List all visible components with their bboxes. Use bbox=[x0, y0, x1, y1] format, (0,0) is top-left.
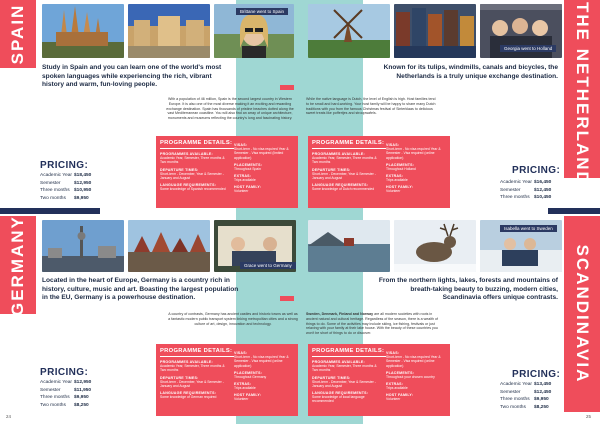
germany-pricing-title: PRICING: bbox=[40, 367, 89, 378]
detail-text: Some knowledge of German required bbox=[160, 395, 217, 400]
detail-text: Short-term - December, Year & Semester - January and August bbox=[160, 379, 224, 388]
price-label: Semester bbox=[40, 387, 61, 393]
detail-label: EXTRAS: bbox=[386, 174, 404, 179]
scandinavia-photo-caption: Isabella went to Sweden bbox=[500, 225, 557, 232]
netherlands-photo-canal-houses bbox=[394, 4, 476, 58]
detail-text: Some knowledge of Dutch recommended bbox=[312, 187, 375, 192]
netherlands-photo-windmill bbox=[308, 4, 390, 58]
price-row bbox=[40, 187, 91, 195]
netherlands-intro: Known for its tulips, windmills, canals and bicycles, the Netherlands is a truly unique exchange destination. bbox=[383, 64, 558, 80]
detail-text: Throughout Holland bbox=[386, 166, 416, 171]
price-value: $8,250 bbox=[534, 404, 549, 410]
price-value: $10,950 bbox=[74, 188, 92, 193]
scandinavia-title: SCANDINAVIA bbox=[573, 244, 592, 384]
page-number-right: 25 bbox=[586, 414, 591, 419]
detail-text: Some knowledge of Spanish recommended bbox=[160, 187, 226, 192]
netherlands-navy-bar bbox=[548, 208, 600, 214]
detail-label: PLACEMENTS: bbox=[234, 162, 263, 167]
detail-text: Volunteer bbox=[386, 397, 401, 402]
price-value: $9,950 bbox=[534, 397, 549, 402]
spain-side-band bbox=[0, 0, 36, 68]
spain-pricing-list bbox=[40, 172, 91, 202]
netherlands-side-band bbox=[564, 0, 600, 200]
details-header: PROGRAMME DETAILS: bbox=[312, 348, 385, 354]
price-row bbox=[40, 402, 91, 410]
detail-label: PLACEMENTS: bbox=[386, 162, 415, 167]
price-label: Two months bbox=[40, 195, 66, 201]
scandinavia-pricing-list bbox=[500, 381, 551, 411]
price-value: $18,450 bbox=[74, 173, 92, 178]
price-value: $8,250 bbox=[74, 402, 89, 408]
price-value: $9,950 bbox=[74, 395, 89, 400]
detail-label: DEPARTURE TIMES: bbox=[160, 167, 199, 172]
scandinavia-pricing-title: PRICING: bbox=[512, 369, 561, 380]
price-row bbox=[500, 187, 551, 195]
detail-label: DEPARTURE TIMES: bbox=[160, 375, 199, 380]
scandinavia-intro: From the northern lights, lakes, forests and mountains of breath-taking beauty to buzzing, modern cities, Scandinavia offers unique contrasts. bbox=[378, 277, 558, 302]
price-label: Semester bbox=[500, 389, 521, 395]
scandinavia-photo-reindeer bbox=[394, 220, 476, 272]
details-header: PROGRAMME DETAILS: bbox=[312, 140, 385, 146]
detail-text: Trips available bbox=[386, 178, 408, 183]
details-rule bbox=[160, 356, 234, 357]
spain-divider bbox=[280, 85, 294, 90]
price-label: Three months bbox=[40, 188, 70, 193]
detail-label: PROGRAMMES AVAILABLE: bbox=[312, 152, 365, 156]
detail-label: LANGUAGE REQUIREMENTS: bbox=[160, 183, 217, 188]
detail-label: VISAS: bbox=[234, 351, 248, 355]
detail-label: DEPARTURE TIMES: bbox=[312, 167, 351, 172]
detail-text: Academic Year, Semester, Three months & Two months bbox=[160, 156, 225, 165]
price-label: Academic Year bbox=[500, 180, 532, 185]
netherlands-description: While the native language is Dutch, the level of English is high. Host families tend to be small and hard-working. Your host family will be happy to share many Dutch traditions with you from the famous Christmas festival of Sinterklaas to delicious sweet treats like poffertjes and stroopwafels. bbox=[306, 97, 436, 116]
spain-photo-city-square bbox=[128, 4, 210, 58]
price-row bbox=[500, 179, 551, 187]
detail-text: Academic Year, Semester, Three months & Two months bbox=[160, 364, 225, 373]
detail-text: Academic Year, Semester, Three months & Two months bbox=[312, 156, 377, 165]
price-value: $12,950 bbox=[74, 180, 92, 186]
price-row bbox=[500, 396, 551, 404]
detail-label: VISAS: bbox=[386, 143, 400, 147]
scandinavia-programme-details bbox=[308, 344, 450, 416]
price-value: $9,950 bbox=[74, 195, 89, 201]
price-label: Three months bbox=[40, 395, 70, 400]
detail-label: HOST FAMILY: bbox=[386, 185, 414, 190]
detail-label: PROGRAMMES AVAILABLE: bbox=[160, 152, 213, 156]
price-row bbox=[40, 172, 91, 180]
price-label: Two months bbox=[40, 402, 66, 408]
netherlands-pricing-list bbox=[500, 179, 551, 202]
price-label: Academic Year bbox=[500, 382, 532, 387]
scandinavia-description-body: are all modern societies with roots in ancient natural and cultural heritage. Regardless of the season, there is a wealth of things to do. Some of the activities may include skiing, ice fishing, festivals or just relaxing with your family at their lake house. With the beauty of these countries you won't be short of things to do or discover. bbox=[306, 312, 439, 336]
price-label: Academic Year bbox=[40, 380, 72, 385]
detail-text: Throughout your chosen country bbox=[386, 374, 435, 379]
detail-text: Volunteer bbox=[386, 189, 401, 194]
price-value: $12,450 bbox=[534, 389, 552, 395]
detail-label: LANGUAGE REQUIREMENTS: bbox=[312, 391, 369, 396]
spain-intro: Study in Spain and you can learn one of the world's most spoken languages while experiencing the rich, vibrant history and warm, fun-loving people. bbox=[42, 64, 222, 89]
page-number-left: 24 bbox=[6, 414, 11, 419]
detail-label: DEPARTURE TIMES: bbox=[312, 375, 351, 380]
detail-label: LANGUAGE REQUIREMENTS: bbox=[312, 183, 369, 188]
detail-label: PLACEMENTS: bbox=[386, 370, 415, 375]
price-row bbox=[500, 381, 551, 389]
spain-photo-caption: Brittane went to Spain bbox=[236, 8, 288, 15]
netherlands-programme-details bbox=[308, 136, 450, 208]
detail-label: VISAS: bbox=[386, 351, 400, 355]
detail-label: EXTRAS: bbox=[234, 174, 252, 179]
germany-title: GERMANY bbox=[8, 215, 27, 316]
scandinavia-photo-lake bbox=[308, 220, 390, 272]
detail-text: Short-term - No visa required Year & Semester - Visa required (online application) bbox=[234, 355, 289, 368]
germany-intro: Located in the heart of Europe, Germany is a country rich in history, culture, music and art. Boasting the largest population in the EU, Germany is a powerhouse destination. bbox=[42, 277, 239, 302]
spain-photo-sagrada-familia bbox=[42, 4, 124, 58]
price-row bbox=[40, 180, 91, 188]
details-rule bbox=[312, 148, 386, 149]
detail-text: Some knowledge of local language recommended bbox=[312, 395, 365, 404]
germany-description: A country of contrasts, Germany has ancient castles and historic towns as well as a fantastic modern public transport system linking metropolitan cities and a strong culture of art, design, innovation and technology. bbox=[168, 312, 298, 326]
detail-text: Short-term - No visa required Year & Semester - Visa required (limited application) bbox=[234, 147, 289, 160]
scandinavia-description bbox=[306, 312, 440, 336]
price-row bbox=[40, 379, 91, 387]
detail-text: Short-term - No visa required Year & Semester - Visa required (online application) bbox=[386, 147, 441, 160]
detail-label: PROGRAMMES AVAILABLE: bbox=[160, 360, 213, 364]
netherlands-photo-caption: Georgia went to Holland bbox=[500, 45, 556, 52]
price-value: $16,450 bbox=[534, 180, 552, 185]
price-value: $11,950 bbox=[74, 387, 92, 393]
details-rule bbox=[160, 148, 234, 149]
detail-text: Short-term - December, Year & Semester - January and August bbox=[312, 171, 376, 180]
spain-programme-details bbox=[156, 136, 298, 208]
price-row bbox=[40, 387, 91, 395]
details-header: PROGRAMME DETAILS: bbox=[160, 348, 233, 354]
detail-label: PROGRAMMES AVAILABLE: bbox=[312, 360, 365, 364]
detail-label: LANGUAGE REQUIREMENTS: bbox=[160, 391, 217, 396]
detail-label: EXTRAS: bbox=[386, 382, 404, 387]
netherlands-title: THE NETHERLANDS bbox=[573, 2, 592, 200]
detail-text: Trips available bbox=[234, 178, 256, 183]
price-value: $13,450 bbox=[534, 382, 552, 387]
detail-text: Trips available bbox=[386, 386, 408, 391]
detail-label: HOST FAMILY: bbox=[386, 393, 414, 398]
germany-pricing-list bbox=[40, 379, 91, 409]
detail-label: EXTRAS: bbox=[234, 382, 252, 387]
spain-pricing-title: PRICING: bbox=[40, 160, 89, 171]
germany-photo-berlin-skyline bbox=[42, 220, 124, 272]
detail-text: Trips available bbox=[234, 386, 256, 391]
spain-navy-bar bbox=[0, 208, 100, 214]
detail-text: Throughout Spain bbox=[234, 166, 261, 171]
detail-text: Short-term - December, Year & Semester - January and August bbox=[160, 171, 224, 180]
price-label: Semester bbox=[40, 180, 61, 186]
detail-text: Volunteer bbox=[234, 397, 249, 402]
germany-side-band bbox=[0, 216, 36, 314]
price-label: Semester bbox=[500, 187, 521, 193]
price-row bbox=[40, 394, 91, 402]
spain-title: SPAIN bbox=[8, 3, 27, 65]
price-label: Three months bbox=[500, 397, 530, 402]
price-label: Academic Year bbox=[40, 173, 72, 178]
scandinavia-countries: Sweden, Denmark, Finland and Norway bbox=[306, 312, 374, 316]
price-row bbox=[500, 389, 551, 397]
germany-programme-details bbox=[156, 344, 298, 416]
detail-label: VISAS: bbox=[234, 143, 248, 147]
price-label: Two months bbox=[500, 404, 526, 410]
detail-label: HOST FAMILY: bbox=[234, 393, 262, 398]
details-header: PROGRAMME DETAILS: bbox=[160, 140, 233, 146]
price-row bbox=[40, 195, 91, 203]
detail-text: Short-term - December, Year & Semester - January and August bbox=[312, 379, 376, 388]
price-value: $12,450 bbox=[534, 187, 552, 193]
detail-text: Short-term - No visa required Year & Semester - Visa required (online application) bbox=[386, 355, 441, 368]
price-value: $10,450 bbox=[534, 195, 552, 200]
germany-photo-caption: Grace went to Germany bbox=[240, 262, 296, 269]
detail-text: Throughout Germany bbox=[234, 374, 267, 379]
spain-description: With a population of 46 million, Spain is the second largest country in Western Europe. It is also one of the most diverse making it an exciting and rewarding exchange destination. Spain has thousands of pristine beaches dotted along the vast Mediterranean coastline. You will also find an array of unique architecture, monuments and museums reflecting the country's long and fascinating history. bbox=[166, 97, 294, 121]
price-label: Three months bbox=[500, 195, 530, 200]
price-value: $12,950 bbox=[74, 380, 92, 385]
netherlands-pricing-title: PRICING: bbox=[512, 165, 561, 176]
detail-label: HOST FAMILY: bbox=[234, 185, 262, 190]
price-row bbox=[500, 404, 551, 412]
detail-label: PLACEMENTS: bbox=[234, 370, 263, 375]
germany-photo-old-town bbox=[128, 220, 210, 272]
detail-text: Volunteer bbox=[234, 189, 249, 194]
details-rule bbox=[312, 356, 386, 357]
price-row bbox=[500, 194, 551, 202]
detail-text: Academic Year, Semester, Three months & Two months bbox=[312, 364, 377, 373]
germany-divider bbox=[280, 296, 294, 301]
scandinavia-side-band bbox=[564, 216, 600, 412]
